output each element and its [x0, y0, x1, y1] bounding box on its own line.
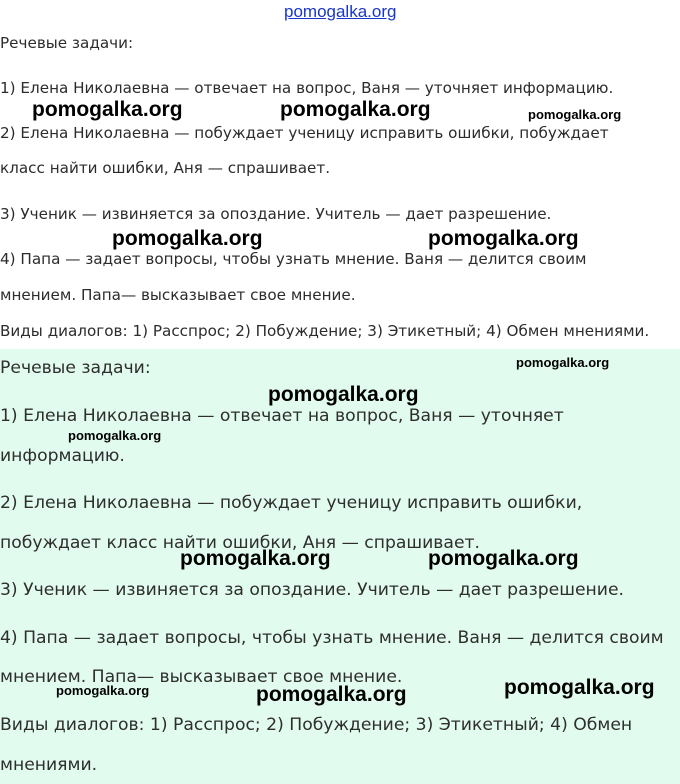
section1-line-4: 3) Ученик — извиняется за опоздание. Учитель — дает разрешение.	[0, 205, 552, 223]
section2-line-4: побуждает класс найти ошибки, Аня — спрашивает.	[0, 533, 480, 553]
watermark-link[interactable]: pomogalka.org	[284, 2, 397, 21]
watermark: pomogalka.org	[428, 227, 579, 250]
watermark: pomogalka.org	[528, 107, 622, 122]
section2-line-7: мнением. Папа— высказывает свое мнение.	[0, 667, 403, 687]
section2-line-2: информацию.	[0, 446, 125, 466]
watermark: pomogalka.org	[504, 676, 655, 699]
section2-line-5: 3) Ученик — извиняется за опоздание. Учитель — дает разрешение.	[0, 580, 624, 600]
section1-line-6: мнением. Папа— высказывает свое мнение.	[0, 286, 356, 304]
watermark: pomogalka.org	[428, 547, 579, 570]
section1-line-2: 2) Елена Николаевна — побуждает ученицу исправить ошибки, побуждает	[0, 124, 609, 142]
watermark: pomogalka.org	[56, 683, 150, 698]
section2-heading: Речевые задачи:	[0, 358, 151, 378]
watermark: pomogalka.org	[68, 428, 162, 443]
watermark: pomogalka.org	[516, 355, 610, 370]
section2-line-1: 1) Елена Николаевна — отвечает на вопрос, Ваня — уточняет	[0, 406, 564, 426]
section2-line-8: Виды диалогов: 1) Расспрос; 2) Побуждение; 3) Этикетный; 4) Обмен	[0, 715, 633, 735]
watermark: pomogalka.org	[256, 683, 407, 706]
section1-heading: Речевые задачи:	[0, 34, 134, 52]
watermark: pomogalka.org	[180, 547, 331, 570]
section2-line-3: 2) Елена Николаевна — побуждает ученицу исправить ошибки,	[0, 493, 583, 513]
watermark: pomogalka.org	[280, 98, 431, 121]
section1-line-7: Виды диалогов: 1) Расспрос; 2) Побуждение; 3) Этикетный; 4) Обмен мнениями.	[0, 322, 650, 340]
watermark: pomogalka.org	[112, 227, 263, 250]
watermark: pomogalka.org	[32, 98, 183, 121]
watermark: pomogalka.org	[268, 383, 419, 406]
section2-line-9: мнениями.	[0, 755, 98, 775]
section1-line-3: класс найти ошибки, Аня — спрашивает.	[0, 159, 331, 177]
section2-line-6: 4) Папа — задает вопросы, чтобы узнать мнение. Ваня — делится своим	[0, 628, 664, 648]
section1-line-5: 4) Папа — задает вопросы, чтобы узнать мнение. Ваня — делится своим	[0, 250, 587, 268]
section1-line-1: 1) Елена Николаевна — отвечает на вопрос, Ваня — уточняет информацию.	[0, 79, 614, 97]
